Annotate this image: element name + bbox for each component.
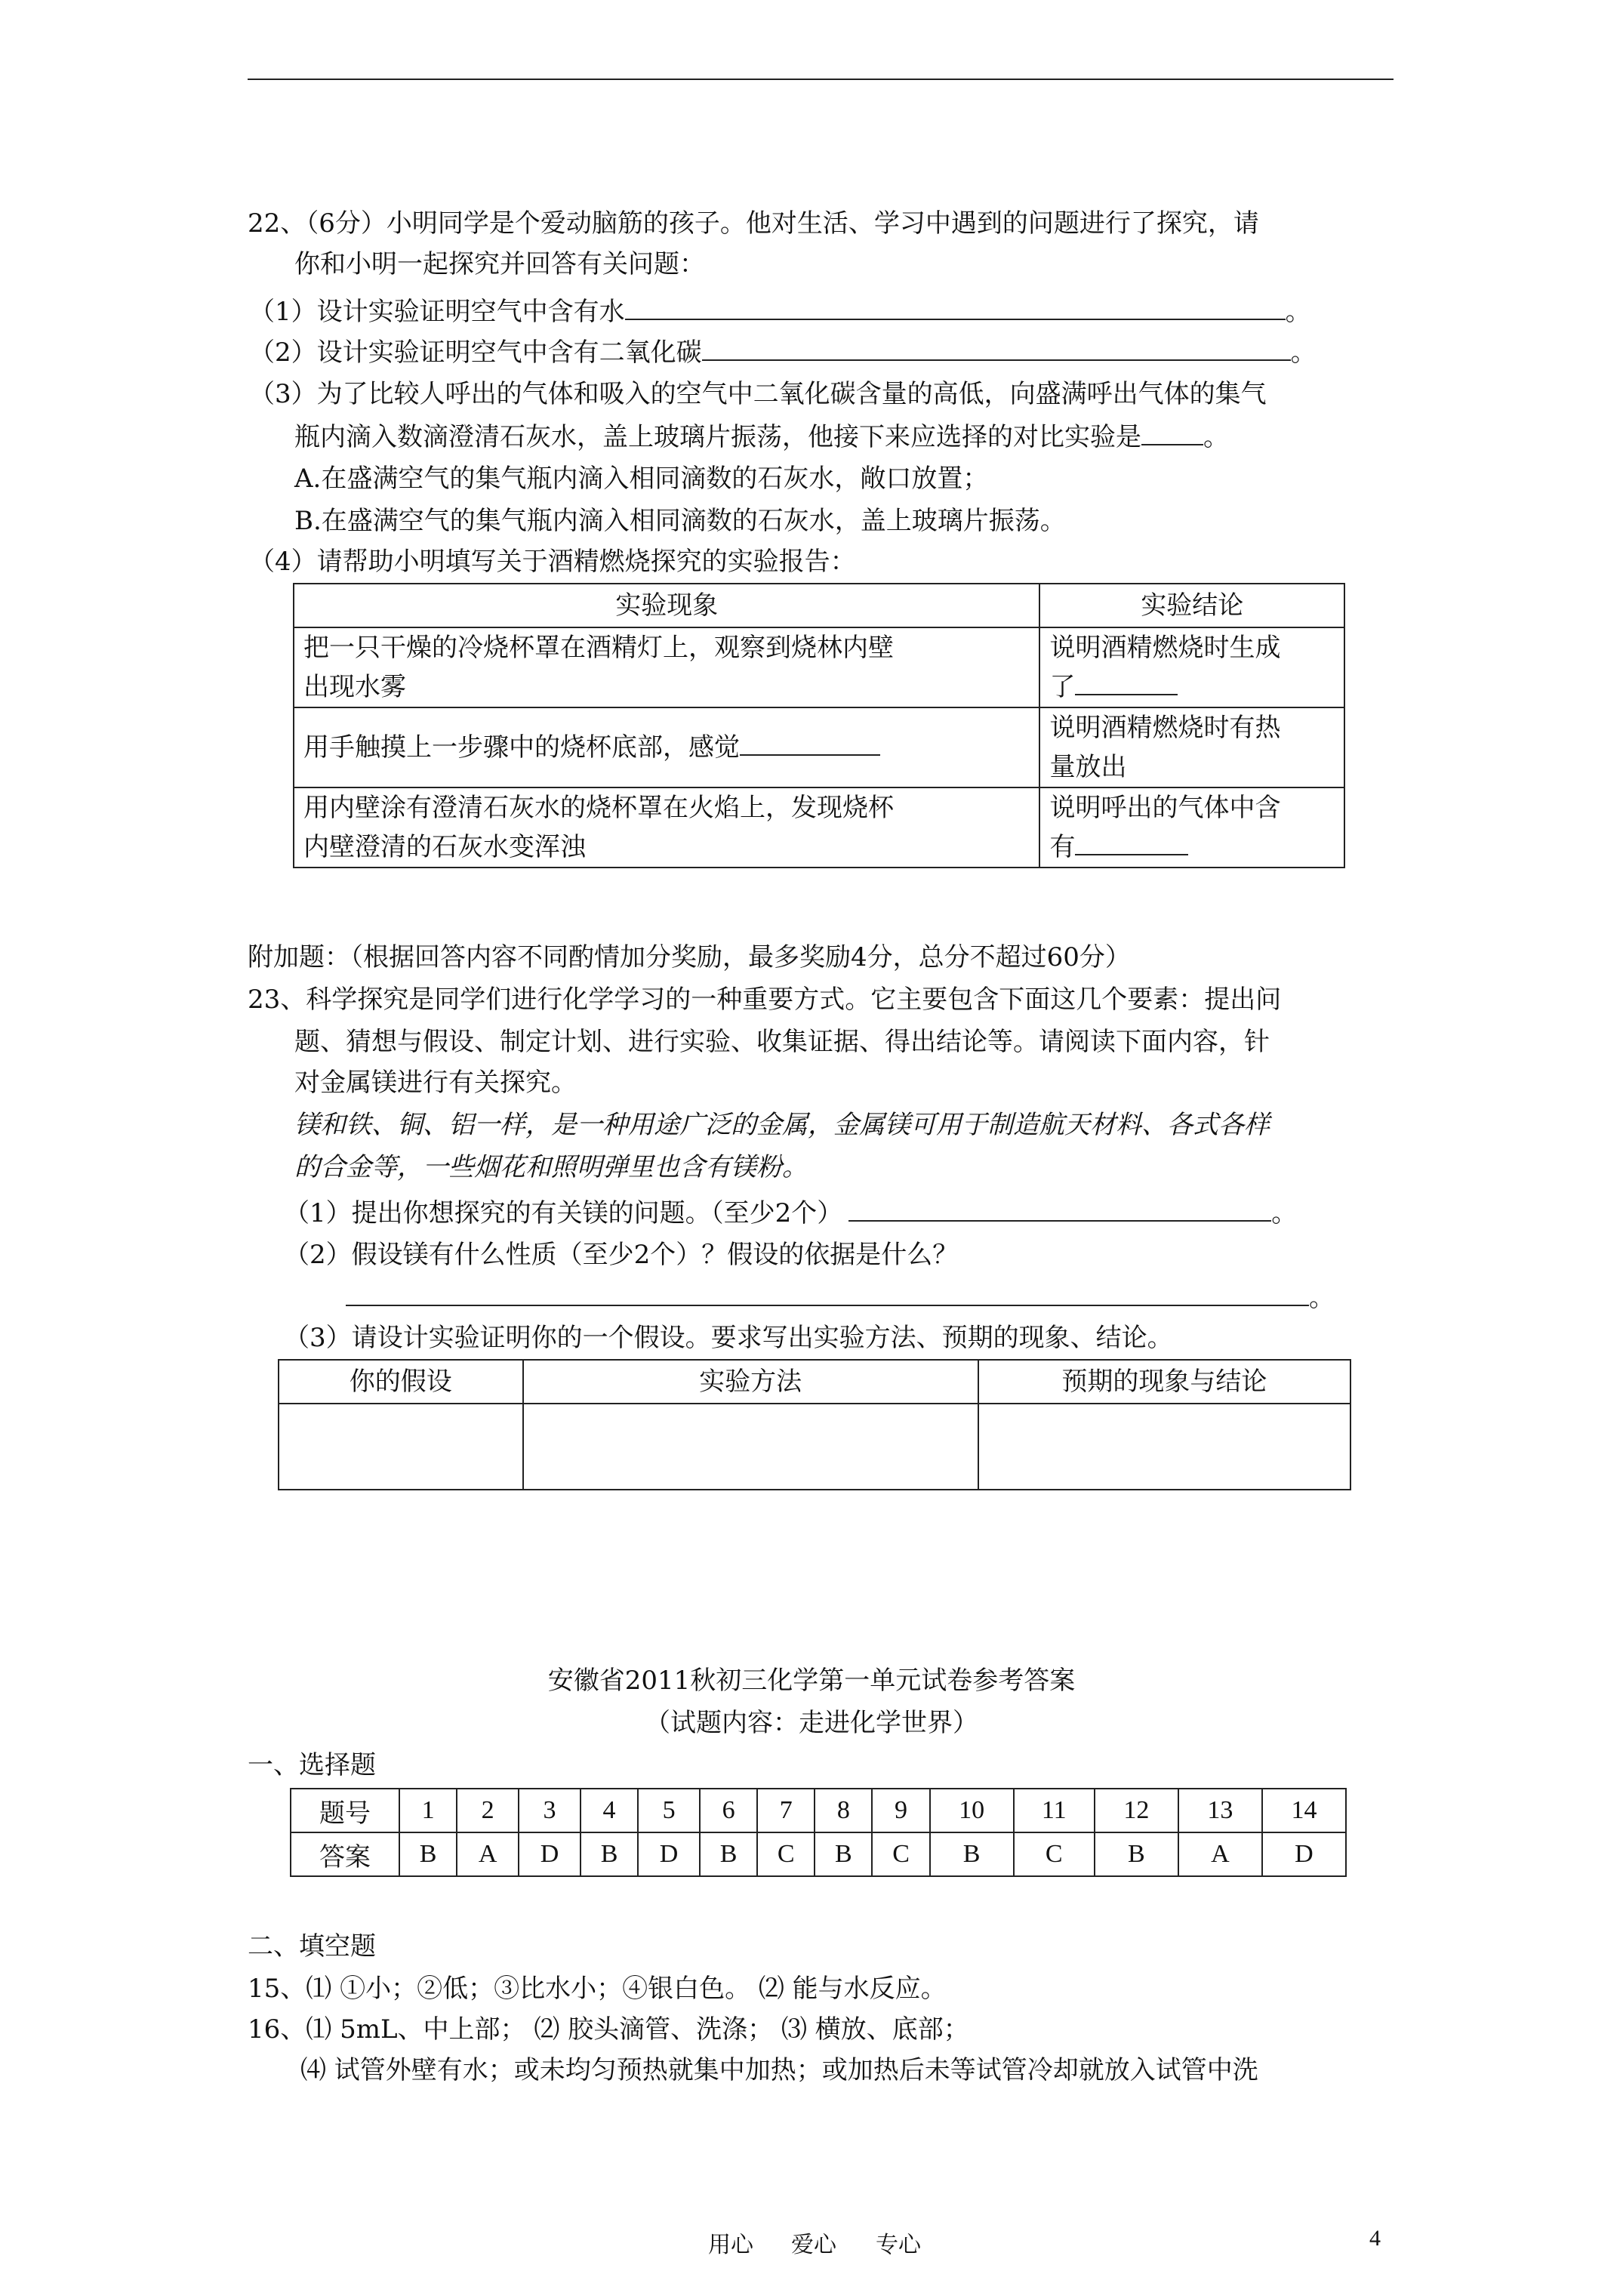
- answer-cell: D: [519, 1832, 581, 1876]
- header-hypothesis: 你的假设: [279, 1360, 523, 1404]
- question-number-cell: 5: [638, 1789, 700, 1832]
- header-expected: 预期的现象与结论: [978, 1360, 1350, 1404]
- cell-line: 把一只干燥的冷烧杯罩在酒精灯上，观察到烧林内壁: [303, 633, 894, 663]
- cell-line: 用内壁涂有澄清石灰水的烧杯罩在火焰上，发现烧杯: [303, 793, 894, 823]
- answers-subtitle: （试题内容：走进化学世界）: [645, 1708, 978, 1738]
- q23-part3: （3）请设计实验证明你的一个假设。要求写出实验方法、预期的现象、结论。: [284, 1323, 1173, 1353]
- row-label: 题号: [291, 1789, 399, 1832]
- answer-blank[interactable]: [1075, 831, 1188, 855]
- answer-cell: B: [930, 1832, 1014, 1876]
- page-number: 4: [1369, 2226, 1381, 2251]
- q23-line3: 对金属镁进行有关探究。: [294, 1068, 577, 1098]
- period: 。: [1203, 422, 1229, 452]
- question-number-cell: 8: [815, 1789, 872, 1832]
- phenomenon-cell: [294, 627, 1039, 707]
- conclusion-cell: [1039, 627, 1344, 707]
- hypothesis-table: [278, 1359, 1351, 1490]
- answer-blank[interactable]: [702, 337, 1291, 361]
- footer-motto-1: 用心: [708, 2232, 753, 2258]
- question-number-cell: 11: [1014, 1789, 1095, 1832]
- answers-title: 安徽省2011秋初三化学第一单元试卷参考答案: [547, 1666, 1076, 1696]
- answer-cell[interactable]: [523, 1404, 978, 1490]
- table-row: [294, 627, 1344, 707]
- q22-line1: 22、（6分）小明同学是个爱动脑筋的孩子。他对生活、学习中遇到的问题进行了探究，请: [248, 208, 1259, 239]
- cell-line: 出现水雾: [303, 672, 406, 702]
- table-row: [294, 707, 1344, 787]
- question-number-cell: 6: [700, 1789, 757, 1832]
- question-number-cell: 1: [399, 1789, 457, 1832]
- q22-part3-line2: [294, 421, 1229, 452]
- q22-option-a: A.在盛满空气的集气瓶内滴入相同滴数的石灰水，敞口放置；: [294, 464, 989, 494]
- period: 。: [1271, 1198, 1298, 1228]
- period: 。: [1309, 1283, 1335, 1313]
- header-conclusion: 实验结论: [1039, 584, 1344, 627]
- q22-part3-text: 瓶内滴入数滴澄清石灰水，盖上玻璃片振荡，他接下来应选择的对比实验是: [294, 422, 1141, 452]
- q22-line2: 你和小明一起探究并回答有关问题：: [294, 249, 705, 279]
- answer-key-table: [290, 1788, 1347, 1877]
- conclusion-cell: [1039, 787, 1344, 868]
- q23-line1: 23、科学探究是同学们进行化学学习的一种重要方式。它主要包含下面这几个要素：提出问: [248, 985, 1282, 1015]
- question-number-row: [291, 1789, 1346, 1832]
- answer-15: 15、⑴ ①小；②低；③比水小；④银白色。 ⑵ 能与水反应。: [248, 1974, 947, 2004]
- experiment-report-table: [293, 583, 1345, 868]
- answer-blank[interactable]: [346, 1282, 1309, 1306]
- question-number-cell: 3: [519, 1789, 581, 1832]
- conclusion-cell: [1039, 707, 1344, 787]
- answer-cell: C: [1014, 1832, 1095, 1876]
- footer-motto-2: 爱心: [791, 2232, 836, 2258]
- answer-blank[interactable]: [848, 1197, 1271, 1222]
- cell-line: 用手触摸上一步骤中的烧杯底部，感觉: [303, 732, 740, 763]
- header-phenomenon: 实验现象: [294, 584, 1039, 627]
- cell-line: 量放出: [1049, 752, 1127, 782]
- answer-cell: D: [638, 1832, 700, 1876]
- q23-part1: [284, 1197, 1297, 1228]
- answer-blank[interactable]: [1075, 671, 1178, 695]
- q22-part3-line1: （3）为了比较人呼出的气体和吸入的空气中二氧化碳含量的高低，向盛满呼出气体的集气: [249, 379, 1267, 409]
- answer-cell: B: [581, 1832, 638, 1876]
- cell-line: 有: [1049, 832, 1076, 862]
- phenomenon-cell: [294, 787, 1039, 868]
- q22-part4: （4）请帮助小明填写关于酒精燃烧探究的实验报告：: [249, 547, 856, 577]
- question-number-cell: 13: [1178, 1789, 1262, 1832]
- question-number-cell: 4: [581, 1789, 638, 1832]
- answer-cell: C: [757, 1832, 815, 1876]
- answer-cell: B: [700, 1832, 757, 1876]
- header-rule: [248, 79, 1394, 80]
- answer-cell[interactable]: [978, 1404, 1350, 1490]
- answer-row: [291, 1832, 1346, 1876]
- cell-line: 说明酒精燃烧时有热: [1049, 713, 1281, 743]
- q23-part2-answer: [346, 1282, 1335, 1313]
- row-label: 答案: [291, 1832, 399, 1876]
- period: 。: [1285, 297, 1311, 327]
- table-row: [294, 787, 1344, 868]
- q23-part1-text: （1）提出你想探究的有关镁的问题。（至少2个）: [284, 1198, 843, 1228]
- answer-16: 16、⑴ 5mL、中上部； ⑵ 胶头滴管、洗涤； ⑶ 横放、底部；: [248, 2014, 969, 2045]
- table-row: [279, 1404, 1350, 1490]
- answer-cell: B: [1095, 1832, 1178, 1876]
- bonus-note: 附加题：（根据回答内容不同酌情加分奖励，最多奖励4分，总分不超过60分）: [248, 942, 1131, 972]
- answer-cell[interactable]: [279, 1404, 523, 1490]
- answer-blank[interactable]: [1141, 421, 1203, 445]
- cell-line: 说明酒精燃烧时生成: [1049, 633, 1281, 663]
- period: 。: [1290, 337, 1317, 368]
- q22-part1: [249, 296, 1311, 327]
- answer-cell: B: [399, 1832, 457, 1876]
- answer-cell: B: [815, 1832, 872, 1876]
- cell-line: 内壁澄清的石灰水变浑浊: [303, 832, 586, 862]
- phenomenon-cell: [294, 707, 1039, 787]
- answer-16-part4: ⑷ 试管外壁有水；或未均匀预热就集中加热；或加热后未等试管冷却就放入试管中洗: [300, 2055, 1258, 2085]
- cell-line: 说明呼出的气体中含: [1049, 793, 1281, 823]
- question-number-cell: 2: [457, 1789, 519, 1832]
- section-fill-heading: 二、填空题: [248, 1931, 376, 1962]
- q22-option-b: B.在盛满空气的集气瓶内滴入相同滴数的石灰水，盖上玻璃片振荡。: [294, 506, 1066, 536]
- cell-line: 了: [1049, 672, 1076, 702]
- answer-blank[interactable]: [740, 732, 880, 756]
- question-number-cell: 12: [1095, 1789, 1178, 1832]
- answer-cell: A: [1178, 1832, 1262, 1876]
- q22-part2: [249, 337, 1317, 368]
- answer-cell: C: [872, 1832, 929, 1876]
- question-number-cell: 10: [930, 1789, 1014, 1832]
- q23-passage-line1: 镁和铁、铜、铝一样，是一种用途广泛的金属，金属镁可用于制造航天材料、各式各样: [294, 1110, 1270, 1140]
- question-number-cell: 7: [757, 1789, 815, 1832]
- q23-part2: （2）假设镁有什么性质（至少2个）？假设的依据是什么？: [284, 1240, 959, 1270]
- footer-motto-3: 专心: [876, 2232, 921, 2258]
- q22-part1-text: （1）设计实验证明空气中含有水: [249, 297, 625, 327]
- table-header-row: [294, 584, 1344, 627]
- table-header-row: [279, 1360, 1350, 1404]
- q23-passage-line2: 的合金等，一些烟花和照明弹里也含有镁粉。: [294, 1152, 808, 1182]
- section-choice-heading: 一、选择题: [248, 1750, 376, 1780]
- question-number-cell: 14: [1262, 1789, 1346, 1832]
- answer-cell: A: [457, 1832, 519, 1876]
- q23-line2: 题、猜想与假设、制定计划、进行实验、收集证据、得出结论等。请阅读下面内容，针: [294, 1027, 1270, 1057]
- answer-blank[interactable]: [625, 296, 1286, 320]
- q22-part2-text: （2）设计实验证明空气中含有二氧化碳: [249, 337, 702, 368]
- question-number-cell: 9: [872, 1789, 929, 1832]
- answer-cell: D: [1262, 1832, 1346, 1876]
- header-method: 实验方法: [523, 1360, 978, 1404]
